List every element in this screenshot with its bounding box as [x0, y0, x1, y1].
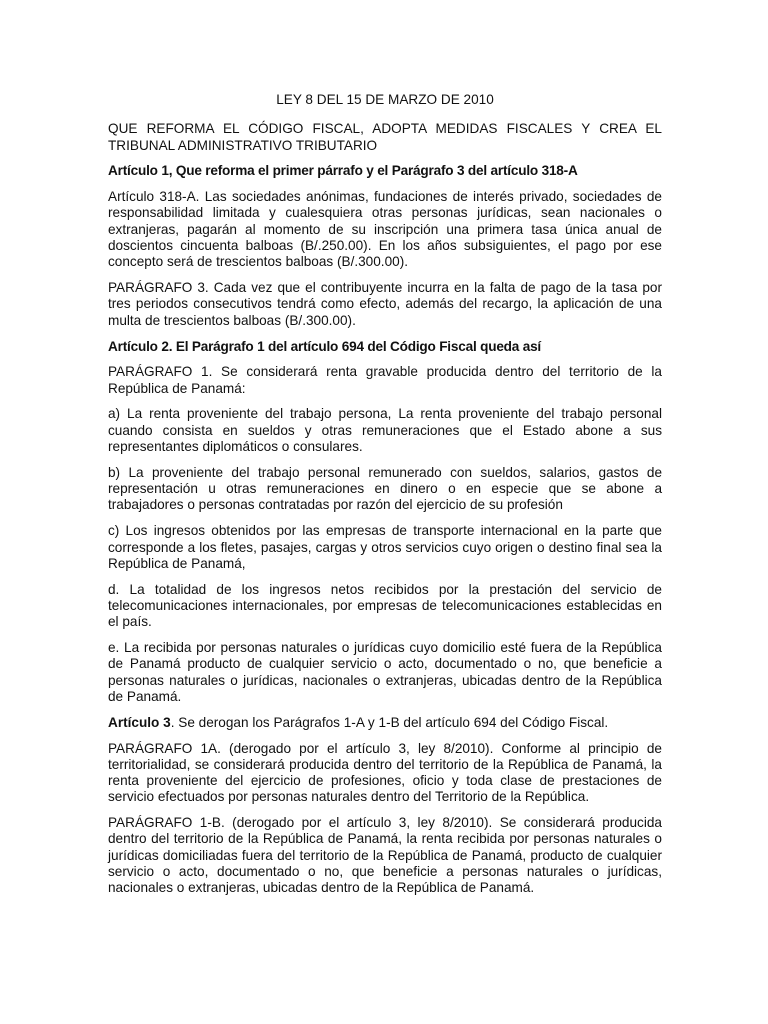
paragrafo-3: PARÁGRAFO 3. Cada vez que el contribuyente incurra en la falta de pago de la tasa por tres periodos consecutivos tendrá como efecto, además del recargo, la aplicación de una multa de trescientos balboas (B/.300.00).	[108, 280, 662, 328]
item-a: a) La renta proveniente del trabajo persona, La renta proveniente del trabajo personal cuando consista en sueldos y otras remuneraciones que el Estado abone a sus representantes diplomáticos o consulares.	[108, 406, 662, 455]
paragrafo-1: PARÁGRAFO 1. Se considerará renta gravable producida dentro del territorio de la República de Panamá:	[108, 364, 662, 396]
article-3-label: Artículo 3	[108, 714, 171, 730]
item-d: d. La totalidad de los ingresos netos recibidos por la prestación del servicio de telecomunicaciones internacionales, por empresas de telecomunicaciones establecidas en el país.	[108, 581, 662, 630]
article-3-text: . Se derogan los Parágrafos 1-A y 1-B del artículo 694 del Código Fiscal.	[170, 714, 609, 730]
law-title: LEY 8 DEL 15 DE MARZO DE 2010	[276, 92, 494, 107]
document-page	[108, 92, 662, 906]
article-318a-paragraph: Artículo 318-A. Las sociedades anónimas, fundaciones de interés privado, sociedades de responsabilidad limitada y cualesquiera otras personas jurídicas, sean nacionales o extranjeras, pagarán al momento de su inscripción una primera tasa única anual de doscientos cincuenta balboas (B/.250.00). En los años subsiguientes, el pago por ese concepto será de trescientos balboas (B/.300.00).	[108, 189, 662, 270]
item-c: c) Los ingresos obtenidos por las empresas de transporte internacional en la parte que corresponde a los fletes, pasajes, cargas y otros servicios cuyo origen o destino final sea la República de Panamá,	[108, 523, 662, 571]
paragrafo-1a: PARÁGRAFO 1A. (derogado por el artículo 3, ley 8/2010). Conforme al principio de territorialidad, se considerará producida dentro del territorio de la República de Panamá, la renta proveniente del ejercicio de profesiones, oficio y toda clase de prestaciones de servicio efectuados por personas naturales dentro del Territorio de la República.	[108, 740, 662, 805]
item-e: e. La recibida por personas naturales o jurídicas cuyo domicilio esté fuera de la República de Panamá producto de cualquier servicio o acto, documentado o no, que beneficie a personas naturales o jurídicas, nacionales o extranjeras, ubicadas dentro de la República de Panamá.	[108, 640, 662, 704]
law-subtitle: QUE REFORMA EL CÓDIGO FISCAL, ADOPTA MEDIDAS FISCALES Y CREA EL TRIBUNAL ADMINISTRATIVO TRIBUTARIO	[108, 121, 662, 153]
paragrafo-1b: PARÁGRAFO 1-B. (derogado por el artículo 3, ley 8/2010). Se considerará producida dentro del territorio de la República de Panamá, la renta recibida por personas naturales o jurídicas domiciliadas fuera del territorio de la República de Panamá, producto de cualquier servicio o acto, documentado o no, que beneficie a personas naturales o jurídicas, nacionales o extranjeras, ubicadas dentro de la República de Panamá.	[108, 815, 662, 896]
article-1-heading: Artículo 1, Que reforma el primer párrafo y el Parágrafo 3 del artículo 318-A	[108, 163, 578, 179]
article-3-paragraph	[108, 715, 662, 731]
item-b: b) La proveniente del trabajo personal remunerado con sueldos, salarios, gastos de representación u otras remuneraciones en dinero o en especie que se abone a trabajadores o personas contratadas por razón del ejercicio de su profesión	[108, 464, 662, 513]
article-2-heading: Artículo 2. El Parágrafo 1 del artículo 694 del Código Fiscal queda así	[108, 338, 542, 354]
